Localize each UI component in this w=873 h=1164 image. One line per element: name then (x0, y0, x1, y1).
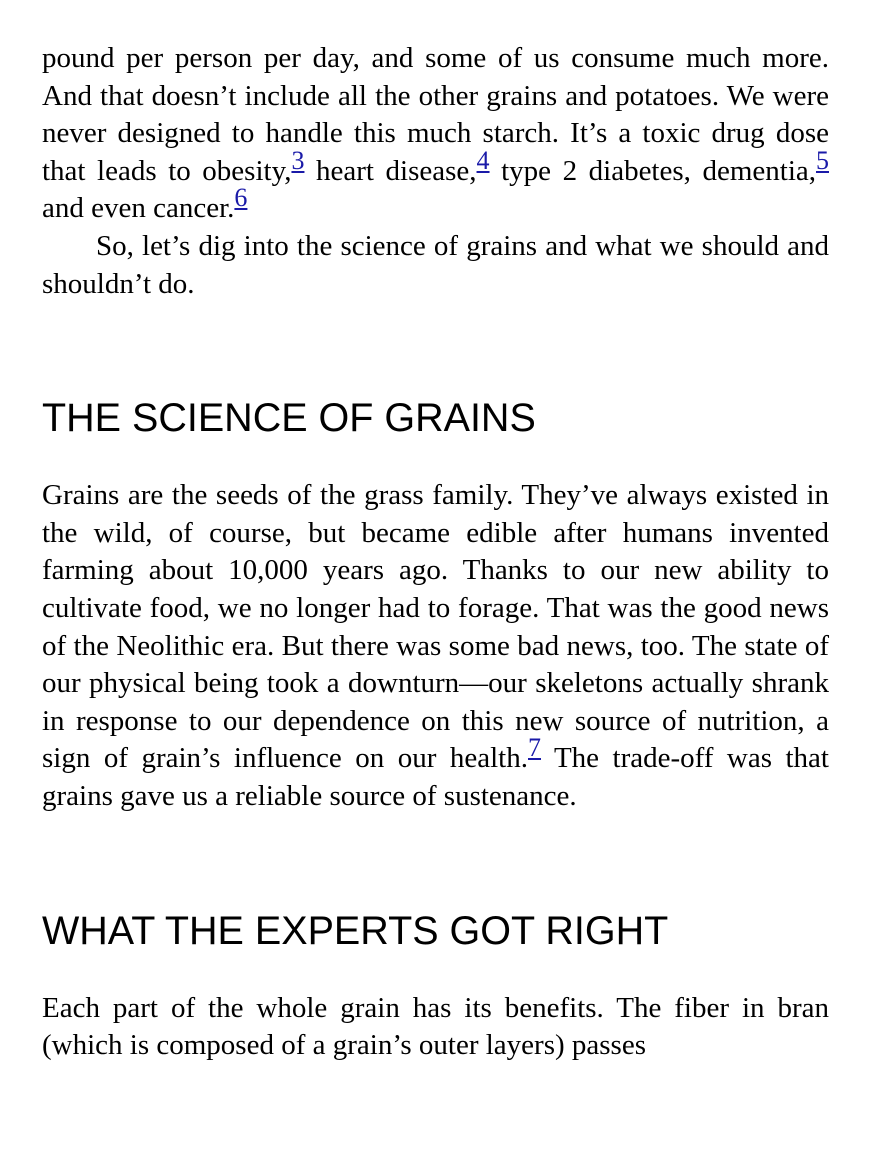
text-run: Grains are the seeds of the grass family. They’ve always existed in the wild, of course, but became edible after humans invented farming about 10,000 years ago. Thanks to our new ability to cultivate food, we no longer had to forage. That was the good news of the Neolithic era. But there was some bad news, too. The state of our physical being took a downturn—our skeletons actually shrank in response to our dependence on this new source of nutrition, a sign of grain’s influence on our health. (42, 479, 829, 775)
paragraph-starch (42, 40, 829, 228)
paragraph-whole-grain: Each part of the whole grain has its benefits. The fiber in bran (which is composed of a grain’s outer layers) passes (42, 991, 829, 1062)
section-heading-science-of-grains: THE SCIENCE OF GRAINS (42, 396, 536, 441)
footnote-link-3[interactable]: 3 (291, 145, 305, 175)
text-run: type 2 diabetes, dementia, (489, 154, 816, 187)
paragraph-intro-science: So, let’s dig into the science of grains and what we should and shouldn’t do. (42, 229, 829, 300)
text-run: pound per person per day, and some of us consume much more. And that doesn’t include all the other grains and potatoes. We were never designed to handle this much starch. It’s a toxic drug dose that leads to obesity, (42, 42, 829, 187)
paragraph-grains-history (42, 477, 829, 815)
footnote-link-6[interactable]: 6 (234, 183, 248, 213)
footnote-link-7[interactable]: 7 (528, 733, 541, 763)
text-run: The trade-off was that grains gave us a reliable source of sustenance. (42, 742, 829, 812)
text-run: and even cancer. (42, 192, 235, 225)
footnote-link-5[interactable]: 5 (816, 145, 829, 175)
text-run: heart disease, (304, 154, 477, 187)
book-page (42, 40, 829, 1065)
section-heading-experts-got-right: WHAT THE EXPERTS GOT RIGHT (42, 908, 669, 953)
footnote-link-4[interactable]: 4 (476, 145, 490, 175)
